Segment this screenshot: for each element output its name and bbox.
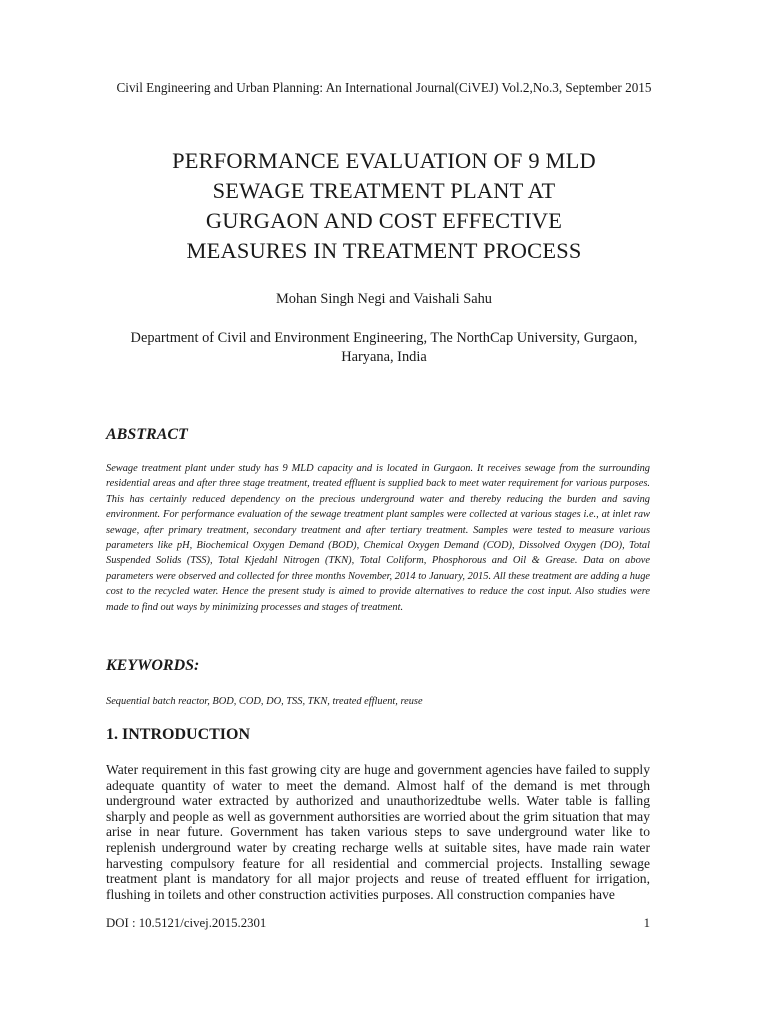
page-number: 1	[643, 916, 650, 930]
title-line: PERFORMANCE EVALUATION OF 9 MLD	[172, 148, 596, 173]
introduction-heading: 1. INTRODUCTION	[106, 726, 251, 743]
running-header: Civil Engineering and Urban Planning: An International Journal(CiVEJ) Vol.2,No.3, September 2015	[116, 80, 652, 95]
title-line: MEASURES IN TREATMENT PROCESS	[186, 238, 582, 263]
keywords-heading: KEYWORDS:	[106, 657, 200, 674]
keywords-text: Sequential batch reactor, BOD, COD, DO, TSS, TKN, treated effluent, reuse	[106, 696, 423, 707]
title-line: SEWAGE TREATMENT PLANT AT	[212, 178, 556, 203]
authors: Mohan Singh Negi and Vaishali Sahu	[276, 291, 492, 307]
paper-title	[100, 146, 668, 266]
doi-link[interactable]: DOI : 10.5121/civej.2015.2301	[106, 916, 267, 930]
affiliation: Department of Civil and Environment Engineering, The NorthCap University, Gurgaon, Haryana, India	[130, 330, 638, 365]
abstract-text: Sewage treatment plant under study has 9 MLD capacity and is located in Gurgaon. It receives sewage from the surrounding residential areas and after three stage treatment, treated effluent is supplied back to meet water requirement for various purposes. This has certainly reduced dependency on the precious underground water and thereby reducing the burden and saving environment. For performance evaluation of the sewage treatment plant samples were collected at various stages i.e., at inlet raw sewage, after primary treatment, secondary treatment and after tertiary treatment. Samples were tested to measure various parameters like pH, Biochemical Oxygen Demand (BOD), Chemical Oxygen Demand (COD), Dissolved Oxygen (DO), Total Suspended Solids (TSS), Total Kjedahl Nitrogen (TKN), Total Coliform, Phosphorous and Oil & Grease. Data on above parameters were observed and collected for three months November, 2014 to January, 2015. All these treatment are adding a huge cost to the recycled water. Hence the present study is aimed to provide alternatives to reduce the cost input. Also studies were made to find out ways by minimizing processes and stages of treatment.	[106, 463, 650, 613]
abstract-heading: ABSTRACT	[106, 426, 188, 443]
introduction-text: Water requirement in this fast growing city are huge and government agencies have failed to supply adequate quantity of water to meet the demand. Almost half of the demand is met through underground water extracted by authorized and unauthorizedtube wells. Water table is falling sharply and people as well as government authorsities are worried about the grim situation that may arise in near future. Government has taken various steps to save underground water like to replenish underground water by creating recharge wells at suitable sites, have made rain water harvesting compulsory feature for all residential and commercial projects. Installing sewage treatment plant is mandatory for all major projects and reuse of treated effluent for irrigation, flushing in toilets and other construction activities purposes. All construction companies have	[106, 762, 650, 902]
title-line: GURGAON AND COST EFFECTIVE	[205, 208, 563, 233]
